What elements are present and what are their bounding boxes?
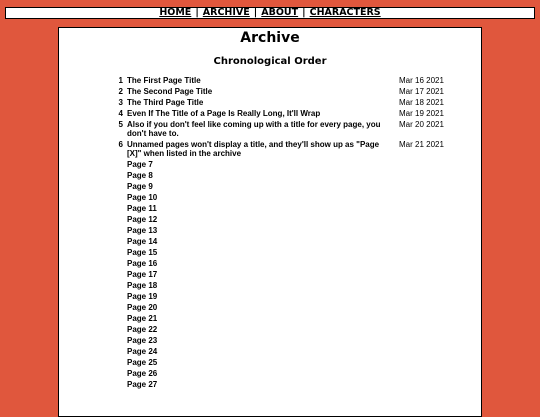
archive-page-link[interactable]: The Third Page Title (127, 98, 204, 107)
archive-row (111, 170, 471, 181)
archive-row (111, 247, 471, 258)
archive-row-number: 1 (118, 76, 123, 85)
archive-row-title-cell (125, 214, 397, 225)
archive-row-title-cell (125, 258, 397, 269)
archive-row (111, 346, 471, 357)
archive-page-link[interactable]: Page 21 (127, 314, 158, 323)
archive-row-date (397, 368, 471, 379)
archive-row-number: 5 (118, 120, 123, 129)
archive-row-number (111, 247, 125, 258)
nav-link-about[interactable]: ABOUT (261, 7, 299, 19)
archive-page-link[interactable]: Unnamed pages won't display a title, and they'll show up as "Page [X]" when listed in the archive (127, 140, 380, 158)
archive-row (111, 181, 471, 192)
archive-page-link[interactable]: Page 18 (127, 281, 158, 290)
archive-row-title-cell (125, 159, 397, 170)
top-nav-bar (5, 7, 535, 19)
archive-row-title-cell (125, 108, 397, 119)
archive-row-title-cell (125, 225, 397, 236)
archive-row (111, 258, 471, 269)
archive-page-link[interactable]: Page 26 (127, 369, 158, 378)
archive-page-link[interactable]: Even If The Title of a Page Is Really Long, It'll Wrap (127, 109, 321, 118)
archive-page-link[interactable]: Page 14 (127, 237, 158, 246)
nav-link-archive[interactable]: ARCHIVE (202, 7, 250, 19)
archive-row-title-cell (125, 181, 397, 192)
archive-row (111, 225, 471, 236)
archive-row (111, 379, 471, 390)
archive-page-link[interactable]: Page 22 (127, 325, 158, 334)
archive-row-number (111, 214, 125, 225)
archive-row-number (111, 203, 125, 214)
archive-row-date (397, 291, 471, 302)
archive-page-link[interactable]: Page 9 (127, 182, 153, 191)
archive-row-number: 4 (118, 109, 123, 118)
archive-row-date (397, 247, 471, 258)
archive-row (111, 139, 471, 159)
archive-row-title-cell (125, 357, 397, 368)
archive-row-number (111, 357, 125, 368)
archive-row-date (397, 214, 471, 225)
archive-row-title-cell (125, 236, 397, 247)
archive-page-link[interactable]: Page 27 (127, 380, 158, 389)
archive-row-number (111, 181, 125, 192)
archive-page-link[interactable]: Page 20 (127, 303, 158, 312)
archive-row-number: 2 (118, 87, 123, 96)
archive-row-number (111, 302, 125, 313)
nav-separator: | (302, 7, 306, 19)
archive-row-date (397, 170, 471, 181)
archive-row-date (397, 203, 471, 214)
archive-row-number (111, 159, 125, 170)
archive-row-date (397, 335, 471, 346)
archive-row-number (111, 335, 125, 346)
archive-row-date (397, 346, 471, 357)
archive-row-number (111, 269, 125, 280)
archive-row (111, 236, 471, 247)
archive-row (111, 75, 471, 86)
archive-row-date (397, 236, 471, 247)
archive-row-title-cell (125, 203, 397, 214)
archive-row (111, 313, 471, 324)
archive-page-link[interactable]: Page 17 (127, 270, 158, 279)
archive-row (111, 192, 471, 203)
archive-page-link[interactable]: The First Page Title (127, 76, 201, 85)
page-subtitle: Chronological Order (213, 56, 327, 67)
archive-row (111, 291, 471, 302)
archive-row-number (111, 324, 125, 335)
archive-page-link[interactable]: Page 15 (127, 248, 158, 257)
archive-table (111, 75, 471, 390)
archive-row-title-cell (125, 379, 397, 390)
archive-row-title-cell (125, 346, 397, 357)
nav-separator: | (253, 7, 258, 19)
nav-link-characters[interactable]: CHARACTERS (309, 7, 381, 19)
archive-page-link[interactable]: The Second Page Title (127, 87, 213, 96)
archive-row-date: Mar 21 2021 (399, 140, 444, 149)
archive-row (111, 214, 471, 225)
archive-page-link[interactable]: Page 25 (127, 358, 158, 367)
archive-row-date (397, 258, 471, 269)
archive-row-title-cell (125, 313, 397, 324)
archive-row (111, 159, 471, 170)
nav-separator: | (195, 7, 199, 19)
archive-page-link[interactable]: Page 13 (127, 226, 158, 235)
archive-row-number (111, 170, 125, 181)
archive-row (111, 368, 471, 379)
page-title: Archive (240, 30, 300, 46)
archive-row-title-cell (125, 291, 397, 302)
archive-row-number (111, 313, 125, 324)
archive-row (111, 86, 471, 97)
archive-row-date: Mar 17 2021 (399, 87, 444, 96)
archive-row-title-cell (125, 119, 397, 139)
archive-row-title-cell (125, 75, 397, 86)
archive-row-number (111, 280, 125, 291)
archive-row-date: Mar 20 2021 (399, 120, 444, 129)
archive-page-link[interactable]: Page 23 (127, 336, 158, 345)
archive-row-title-cell (125, 280, 397, 291)
archive-row-number (111, 379, 125, 390)
archive-row-number (111, 258, 125, 269)
archive-row-number: 3 (118, 98, 123, 107)
nav-link-home[interactable]: HOME (159, 7, 192, 19)
archive-row-date (397, 225, 471, 236)
archive-panel (58, 27, 482, 417)
archive-row-title-cell (125, 269, 397, 280)
archive-row-date (397, 302, 471, 313)
archive-page-link[interactable]: Page 10 (127, 193, 158, 202)
archive-row-number: 6 (118, 140, 123, 149)
archive-page-link[interactable]: Page 8 (127, 171, 153, 180)
archive-row-number (111, 225, 125, 236)
archive-row-title-cell (125, 192, 397, 203)
archive-row-title-cell (125, 368, 397, 379)
archive-page-link[interactable]: Also if you don't feel like coming up with a title for every page, you don't have to. (127, 120, 381, 138)
archive-row-title-cell (125, 302, 397, 313)
archive-row-date: Mar 18 2021 (399, 98, 444, 107)
archive-row (111, 119, 471, 139)
archive-row (111, 280, 471, 291)
archive-row-number (111, 236, 125, 247)
archive-page-link[interactable]: Page 7 (127, 160, 153, 169)
archive-row-title-cell (125, 170, 397, 181)
archive-row (111, 302, 471, 313)
archive-page-link[interactable]: Page 24 (127, 347, 158, 356)
archive-row-date: Mar 16 2021 (399, 76, 444, 85)
archive-row-number (111, 291, 125, 302)
archive-row (111, 324, 471, 335)
archive-row-title-cell (125, 324, 397, 335)
archive-row-date (397, 159, 471, 170)
archive-row (111, 335, 471, 346)
archive-row (111, 97, 471, 108)
archive-page-link[interactable]: Page 11 (127, 204, 157, 213)
archive-row-number (111, 368, 125, 379)
archive-row (111, 108, 471, 119)
archive-page-link[interactable]: Page 16 (127, 259, 158, 268)
archive-page-link[interactable]: Page 12 (127, 215, 158, 224)
archive-row-date: Mar 19 2021 (399, 109, 444, 118)
archive-row-date (397, 280, 471, 291)
archive-row (111, 269, 471, 280)
archive-row-date (397, 379, 471, 390)
archive-row-title-cell (125, 247, 397, 258)
archive-page-link[interactable]: Page 19 (127, 292, 158, 301)
archive-row-date (397, 181, 471, 192)
archive-row-date (397, 269, 471, 280)
archive-row-date (397, 324, 471, 335)
archive-row (111, 357, 471, 368)
archive-row-number (111, 192, 125, 203)
archive-row-title-cell (125, 97, 397, 108)
archive-row (111, 203, 471, 214)
archive-row-date (397, 357, 471, 368)
archive-row-title-cell (125, 139, 397, 159)
archive-row-date (397, 313, 471, 324)
archive-row-title-cell (125, 86, 397, 97)
archive-row-number (111, 346, 125, 357)
archive-row-title-cell (125, 335, 397, 346)
archive-row-date (397, 192, 471, 203)
